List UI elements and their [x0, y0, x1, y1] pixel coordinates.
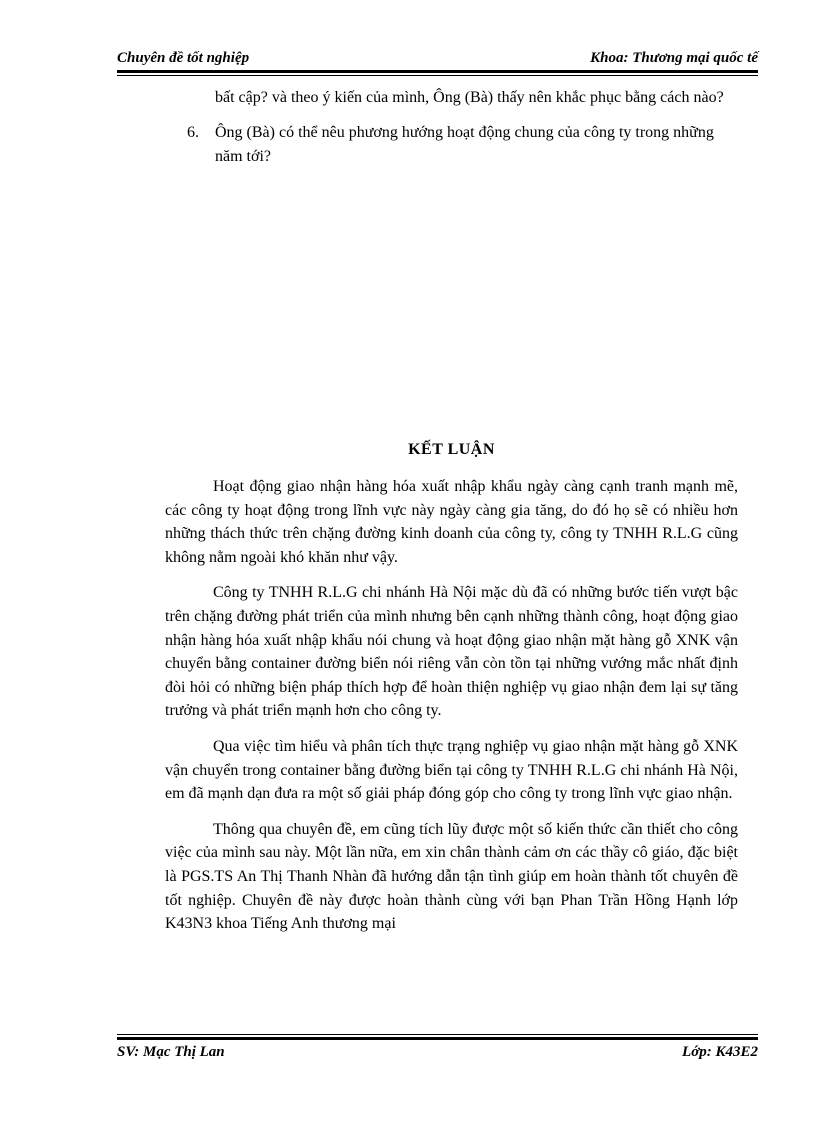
footer-class: Lớp: K43E2	[682, 1044, 758, 1060]
continuation-text: bất cập? và theo ý kiến của mình, Ông (Bà) thấy nên khắc phục bằng cách nào?	[215, 89, 724, 106]
list-item	[163, 121, 743, 169]
footer-rule-thin	[117, 1034, 758, 1035]
list-item-text: Ông (Bà) có thể nêu phương hướng hoạt động chung của công ty trong những năm tới?	[215, 124, 714, 165]
paragraph: Hoạt động giao nhận hàng hóa xuất nhập khẩu ngày càng cạnh tranh mạnh mẽ, các công ty hoạt động trong lĩnh vực này ngày càng gia tăng, do đó họ sẽ có nhiều hơn những thách thức trên chặng đường kinh doanh của công ty, công ty TNHH R.L.G cũng không nằm ngoài khó khăn như vậy.	[165, 478, 738, 566]
conclusion-section	[165, 441, 738, 948]
header-left-text: Chuyên đề tốt nghiệp	[117, 50, 250, 66]
page-footer	[117, 1044, 758, 1064]
header-right-text: Khoa: Thương mại quốc tế	[590, 50, 758, 66]
footer-rule-thick	[117, 1037, 758, 1040]
paragraph: Qua việc tìm hiểu và phân tích thực trạng nghiệp vụ giao nhận mặt hàng gỗ XNK vận chuyển trong container bằng đường biển tại công ty TNHH R.L.G chi nhánh Hà Nội, em đã mạnh dạn đưa ra một số giải pháp đóng góp cho công ty trong lĩnh vực giao nhận.	[165, 737, 738, 803]
paragraph: Thông qua chuyên đề, em cũng tích lũy được một số kiến thức cần thiết cho công việc của mình sau này. Một lần nữa, em xin chân thành cảm ơn các thầy cô giáo, đặc biệt là PGS.TS An Thị Thanh Nhàn đã hướng dẫn tận tình giúp em hoàn thành tốt chuyên đề tốt nghiệp. Chuyên đề này được hoàn thành cùng với bạn Phan Trần Hồng Hạnh lớp K43N3 khoa Tiếng Anh thương mại	[165, 820, 738, 933]
page-header	[117, 50, 758, 70]
header-rule-thin	[117, 75, 758, 76]
list-item-number: 6.	[187, 124, 199, 141]
header-rule-thick	[117, 70, 758, 73]
paragraph: Công ty TNHH R.L.G chi nhánh Hà Nội mặc dù đã có những bước tiến vượt bậc trên chặng đường phát triển của mình nhưng bên cạnh những thành công, hoạt động giao nhận hàng hóa xuất nhập khẩu nói chung và hoạt động giao nhận mặt hàng gỗ XNK vận chuyển bằng container đường biển nói riêng vẫn còn tồn tại những vướng mắc nhất định đòi hỏi có những biện pháp thích hợp để hoàn thiện nghiệp vụ giao nhận đem lại sự tăng trưởng và phát triển mạnh hơn cho công ty.	[165, 584, 738, 720]
questionnaire-continuation	[163, 86, 743, 169]
section-title: KẾT LUẬN	[408, 441, 495, 458]
footer-student-name: SV: Mạc Thị Lan	[117, 1044, 225, 1060]
